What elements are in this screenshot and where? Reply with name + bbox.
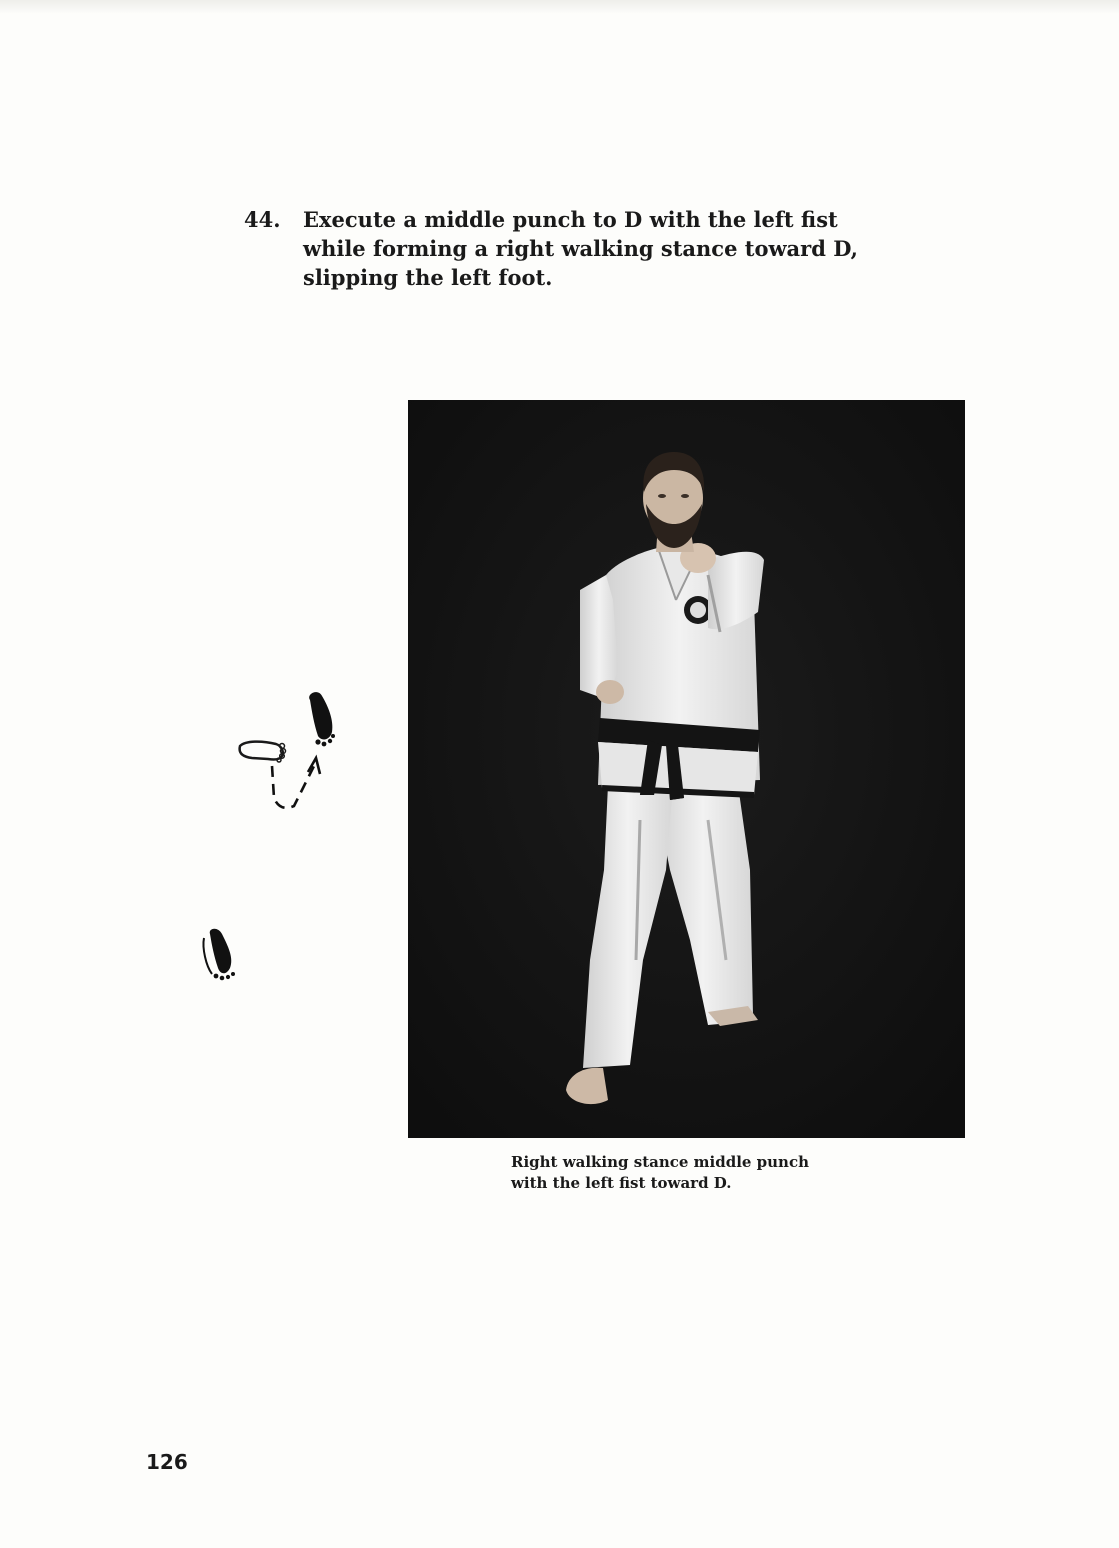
caption-line: Right walking stance middle punch bbox=[511, 1153, 809, 1171]
page-edge-shadow bbox=[0, 0, 1119, 14]
movement-arrow-icon bbox=[272, 758, 320, 808]
page-number: 126 bbox=[146, 1450, 188, 1474]
footprint-diagram bbox=[190, 680, 360, 990]
solid-foot-icon bbox=[309, 692, 335, 746]
martial-artist-photo bbox=[408, 400, 965, 1138]
outline-foot-icon bbox=[240, 742, 286, 762]
step-number: 44. bbox=[244, 207, 281, 232]
step-text: Execute a middle punch to D with the left fist while forming a right walking stance toward D, slipping the left foot. bbox=[303, 207, 858, 290]
caption-line: with the left fist toward D. bbox=[511, 1174, 732, 1192]
photo-caption bbox=[511, 1152, 891, 1194]
instruction-step bbox=[244, 205, 904, 292]
solid-foot-icon bbox=[203, 929, 235, 981]
